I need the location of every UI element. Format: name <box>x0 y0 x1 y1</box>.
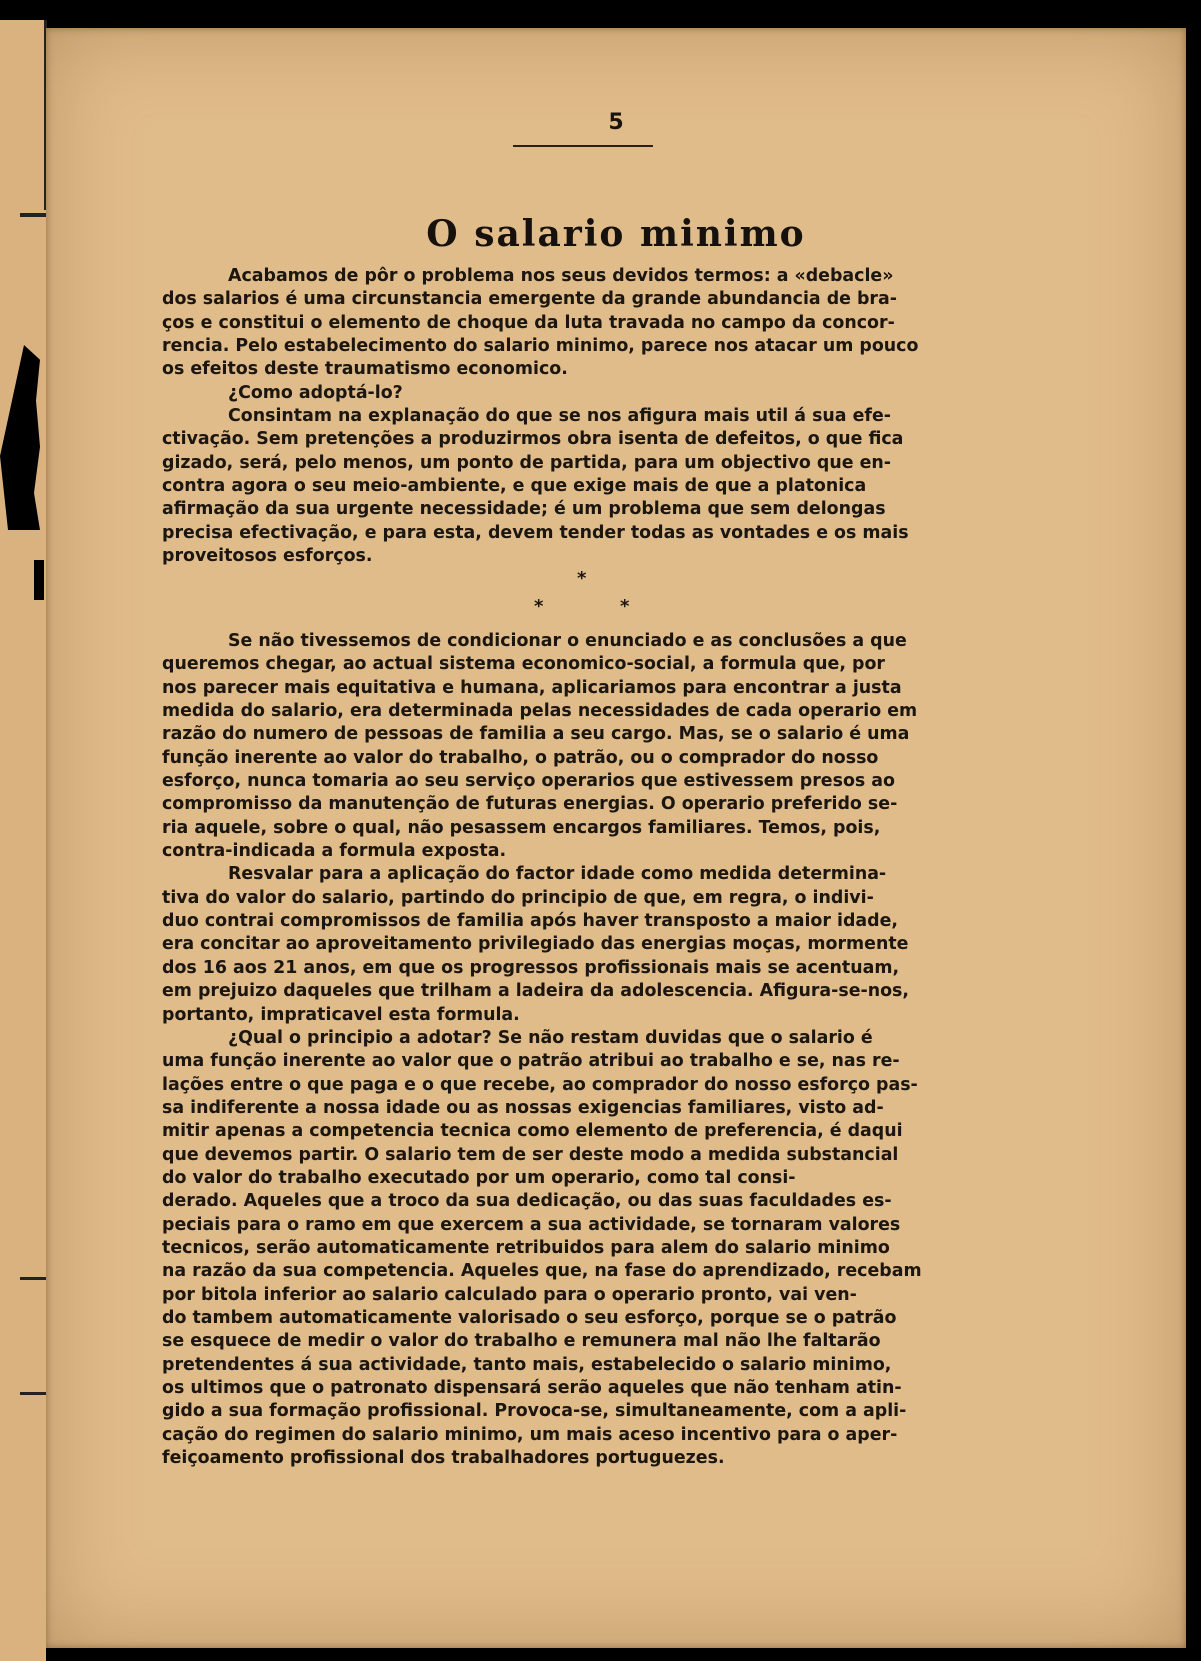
text-line: gido a sua formação profissional. Provoca-se, simultaneamente, com a apli- <box>162 1401 907 1422</box>
text-line: razão do numero de pessoas de familia a seu cargo. Mas, se o salario é uma <box>162 724 910 745</box>
text-line: compromisso da manutenção de futuras energias. O operario preferido se- <box>162 794 898 815</box>
text-line: contra-indicada a formula exposta. <box>162 841 507 862</box>
text-line: gizado, será, pelo menos, um ponto de partida, para um objectivo que en- <box>162 452 891 473</box>
text-line: contra agora o seu meio-ambiente, e que exige mais de que a platonica <box>162 476 867 497</box>
paragraph-1 <box>162 265 1008 382</box>
text-line: sa indiferente a nossa idade ou as nossas exigencias familiares, visto ad- <box>162 1097 884 1118</box>
document-page <box>46 28 1186 1648</box>
text-line: por bitola inferior ao salario calculado para o operario pronto, vai ven- <box>162 1284 857 1305</box>
text-line: Consintam na explanação do que se nos afigura mais util á sua efe- <box>228 406 891 427</box>
text-line: cação do regimen do salario minimo, um mais aceso incentivo para o aper- <box>162 1424 898 1445</box>
text-line: rencia. Pelo estabelecimento do salario minimo, parece nos atacar um pouco <box>162 336 919 357</box>
text-line: uma função inerente ao valor que o patrão atribui ao trabalho e se, nas re- <box>162 1051 900 1072</box>
text-line: ¿Qual o principio a adotar? Se não restam duvidas que o salario é <box>228 1027 873 1048</box>
text-line: na razão da sua competencia. Aqueles que, na fase do aprendizado, recebam <box>162 1261 922 1282</box>
text-line: dos salarios é uma circunstancia emergente da grande abundancia de bra- <box>162 289 897 310</box>
page-number-rule <box>513 145 653 147</box>
text-line: ços e constitui o elemento de choque da luta travada no campo da concor- <box>162 312 895 333</box>
text-line: peciais para o ramo em que exercem a sua actividade, se tornaram valores <box>162 1214 901 1235</box>
text-line: duo contrai compromissos de familia após haver transposto a maior idade, <box>162 911 899 932</box>
text-line: queremos chegar, ao actual sistema economico-social, a formula que, por <box>162 654 885 675</box>
text-line: dos 16 aos 21 anos, em que os progressos profissionais mais se acentuam, <box>162 957 900 978</box>
paragraph-2 <box>162 382 1008 405</box>
text-line: portanto, impraticavel esta formula. <box>162 1004 520 1025</box>
body-block-1 <box>162 265 1008 568</box>
text-line: os ultimos que o patronato dispensará serão aqueles que não tenham atin- <box>162 1378 902 1398</box>
text-line: derado. Aqueles que a troco da sua dedicação, ou das suas faculdades es- <box>162 1191 892 1212</box>
text-line: os efeitos deste traumatismo economico. <box>162 359 568 380</box>
text-line: função inerente ao valor do trabalho, o patrão, ou o comprador do nosso <box>162 747 879 768</box>
text-line: medida do salario, era determinada pelas necessidades de cada operario em <box>162 701 918 722</box>
text-line: do tambem automaticamente valorisado o seu esforço, porque se o patrão <box>162 1307 897 1328</box>
page-number: 5 <box>608 110 624 135</box>
paragraph-6 <box>162 1027 1008 1471</box>
text-line: do valor do trabalho executado por um operario, como tal consi- <box>162 1167 796 1188</box>
text-line: em prejuizo daqueles que trilham a ladeira da adolescencia. Afigura-se-nos, <box>162 981 910 1002</box>
asterism-star: * <box>534 596 544 617</box>
text-line: tecnicos, serão automaticamente retribuidos para alem do salario minimo <box>162 1237 890 1258</box>
text-line: lações entre o que paga e o que recebe, ao comprador do nosso esforço pas- <box>162 1074 918 1095</box>
text-line: mitir apenas a competencia tecnica como elemento de preferencia, é daqui <box>162 1121 903 1142</box>
page-binding-edge <box>0 20 46 1661</box>
text-line: proveitosos esforços. <box>162 546 373 567</box>
paragraph-4 <box>162 630 1008 863</box>
text-line: afirmação da sua urgente necessidade; é um problema que sem delongas <box>162 499 886 520</box>
text-line: esforço, nunca tomaria ao seu serviço operarios que estivessem presos ao <box>162 771 895 792</box>
paragraph-5 <box>162 863 1008 1026</box>
asterism-star: * <box>620 596 630 617</box>
text-line: Acabamos de pôr o problema nos seus devidos termos: a «debacle» <box>228 266 894 286</box>
text-line: Resvalar para a aplicação do factor idade como medida determina- <box>228 864 887 885</box>
text-line: que devemos partir. O salario tem de ser deste modo a medida substancial <box>162 1144 899 1165</box>
torn-edge-small <box>34 560 44 600</box>
text-line: precisa efectivação, e para esta, devem tender todas as vontades e os mais <box>162 522 909 543</box>
text-line: ¿Como adoptá-lo? <box>228 382 403 403</box>
body-block-2 <box>162 630 1008 1470</box>
text-line: pretendentes á sua actividade, tanto mais, estabelecido o salario minimo, <box>162 1354 892 1375</box>
text-line: se esquece de medir o valor do trabalho e remunera mal não lhe faltarão <box>162 1331 881 1352</box>
asterism-star: * <box>577 568 587 589</box>
text-line: nos parecer mais equitativa e humana, aplicariamos para encontrar a justa <box>162 677 902 698</box>
text-line: ctivação. Sem pretenções a produzirmos obra isenta de defeitos, o que fica <box>162 429 904 450</box>
article-title: O salario minimo <box>426 213 806 255</box>
paragraph-3 <box>162 405 1008 568</box>
text-line: feiçoamento profissional dos trabalhadores portuguezes. <box>162 1448 725 1469</box>
text-line: Se não tivessemos de condicionar o enunciado e as conclusões a que <box>228 631 907 651</box>
text-line: tiva do valor do salario, partindo do principio de que, em regra, o indivi- <box>162 887 874 908</box>
text-line: era concitar ao aproveitamento privilegiado das energias moças, mormente <box>162 934 909 955</box>
text-line: ria aquele, sobre o qual, não pesassem encargos familiares. Temos, pois, <box>162 817 881 838</box>
